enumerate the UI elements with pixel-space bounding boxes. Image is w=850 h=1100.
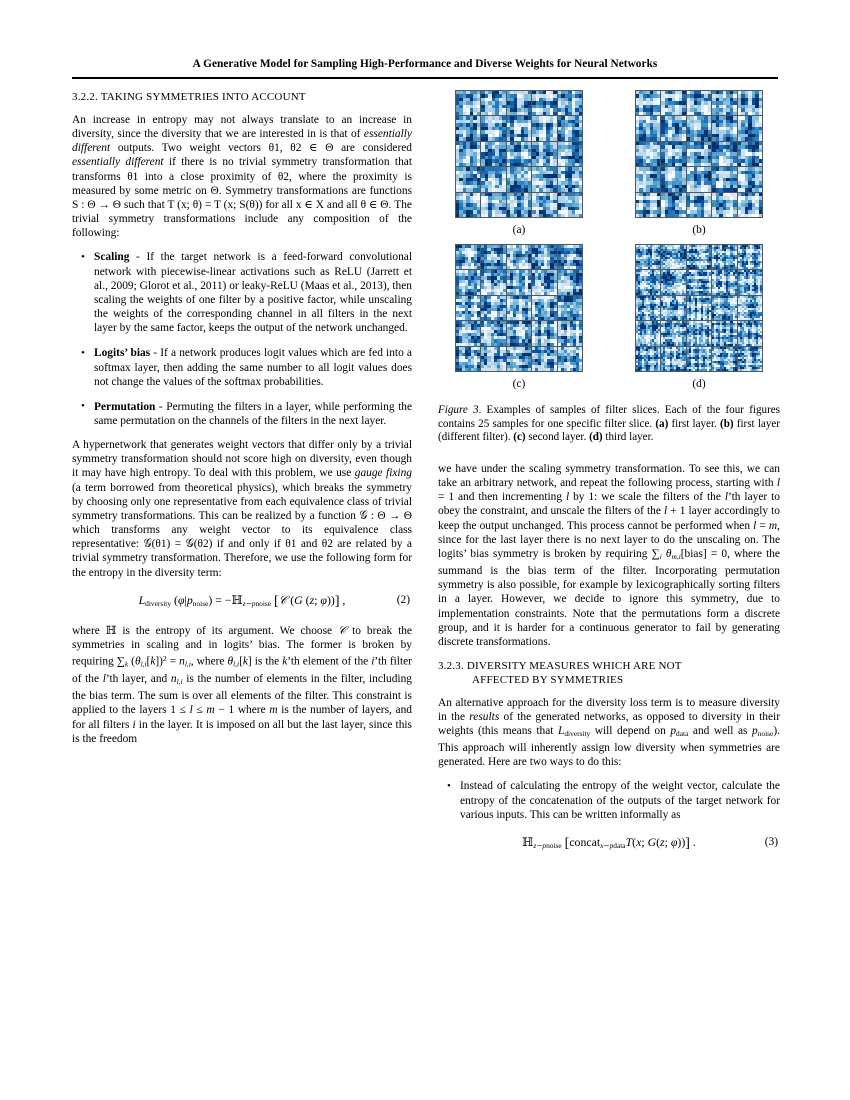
- filter-slice: [558, 245, 582, 269]
- filter-slice: [712, 193, 736, 217]
- filter-slice: [507, 270, 531, 294]
- filter-slice: [738, 193, 762, 217]
- filter-slice: [661, 296, 685, 320]
- filter-slice: [507, 91, 531, 115]
- filter-slice: [507, 321, 531, 345]
- filter-slice: [456, 321, 480, 345]
- filter-slice: [481, 245, 505, 269]
- filter-slice: [558, 270, 582, 294]
- emphasis-results: results: [469, 710, 500, 723]
- figure-caption-text-b: first layer (different filter).: [438, 417, 780, 444]
- figure-cell-a: [438, 90, 600, 241]
- filter-slice: [636, 193, 660, 217]
- filter-slice: [636, 91, 660, 115]
- filter-slice: [712, 347, 736, 371]
- filter-slice: [712, 245, 736, 269]
- paragraph-gauge-fixing: [72, 438, 412, 580]
- filter-slice: [738, 142, 762, 166]
- bullet-text-logits-bias: - If a network produces logit values which are fed into a softmax layer, then adding the same number to all logit values does not change the values of the softmax probabilities.: [94, 347, 412, 388]
- bullet-term-logits-bias: Logits’ bias: [94, 347, 151, 360]
- filter-slice: [661, 193, 685, 217]
- filter-slice: [712, 270, 736, 294]
- filter-slice: [687, 245, 711, 269]
- filter-slice: [507, 347, 531, 371]
- section-title-line-1: DIVERSITY MEASURES WHICH ARE NOT: [466, 659, 682, 672]
- filter-slice: [456, 245, 480, 269]
- filter-slice: [558, 116, 582, 140]
- filter-slice: [661, 142, 685, 166]
- figure-caption-text-d: third layer.: [602, 431, 654, 444]
- running-header-title: A Generative Model for Sampling High-Performance and Diverse Weights for Neural Networks: [192, 58, 658, 70]
- emphasis-essentially-different-2: essentially different: [72, 156, 164, 169]
- filter-slice: [661, 321, 685, 345]
- figure-sublabel-a: (a): [512, 224, 526, 236]
- paragraph-alternative-approach: An alternative approach for the diversity loss term is to measure diversity in the results of the generated networks, as opposed to diversity in their weights (this means that $L_{diversity}$ will depend on $p_{data}$ and well as $p_{noise}$). This approach will inherently assign low diversity when symmetries are generated. Here are two ways to do this:: [438, 696, 780, 769]
- filter-slice: [661, 347, 685, 371]
- filter-slice: [738, 270, 762, 294]
- filter-slice: [636, 142, 660, 166]
- emphasis-gauge-fixing: gauge fixing: [354, 467, 412, 480]
- filter-slice: [738, 321, 762, 345]
- filter-slice: [507, 116, 531, 140]
- figure-sublabel-d: (d): [692, 378, 706, 390]
- filter-slice: [456, 347, 480, 371]
- figure-caption-label: Figure 3: [438, 404, 479, 416]
- figure-cell-d: [618, 244, 780, 395]
- filter-slice: [532, 193, 556, 217]
- section-number: 3.2.2.: [72, 91, 98, 103]
- filter-slice: [687, 347, 711, 371]
- filter-slices-panel-c: [455, 244, 583, 372]
- right-column: [438, 462, 780, 865]
- filter-slice: [507, 142, 531, 166]
- filter-slice: [532, 270, 556, 294]
- filter-slice: [712, 296, 736, 320]
- filter-slice: [481, 142, 505, 166]
- filter-slices-panel-a: [455, 90, 583, 218]
- filter-slice: [507, 296, 531, 320]
- section-heading-3-2-2: [72, 90, 412, 104]
- filter-slice: [456, 142, 480, 166]
- figure-caption-tag-b: (b): [720, 417, 734, 430]
- list-item: [94, 250, 412, 335]
- filter-slice: [738, 296, 762, 320]
- figure-sublabel-c: (c): [512, 378, 526, 390]
- figure-3-block: [438, 90, 780, 445]
- filter-slice: [456, 91, 480, 115]
- bullet-term-scaling: Scaling: [94, 251, 130, 264]
- para-2-part-b: (a term borrowed from theoretical physics), which breaks the symmetry by choosing only one representative from each equivalence class of trivial symmetry transformations. This can be realized by a function 𝒢 : Θ → Θ which transforms any weight vector to its equivalence class representative: 𝒢(θ1) = 𝒢(θ2) if and only if θ1 and θ2 are related by a trivial symmetry transformation. Therefore, we use the following form for the entropy in the diversity term:: [72, 481, 412, 579]
- diversity-bullet-list: [438, 779, 780, 821]
- figure-caption-tag-d: (d): [589, 431, 603, 444]
- filter-slice: [712, 116, 736, 140]
- filter-slice: [661, 167, 685, 191]
- filter-slice: [456, 193, 480, 217]
- figure-caption-tag-c: (c): [513, 431, 526, 444]
- filter-slice: [712, 321, 736, 345]
- filter-slice: [636, 245, 660, 269]
- filter-slice: [481, 296, 505, 320]
- filter-slice: [738, 347, 762, 371]
- bullet-text-scaling: - If the target network is a feed-forward convolutional network with piecewise-linear activations such as ReLU (Jarrett et al., 2009; Glorot et al., 2011) or leaky-ReLU (Maas et al., 2013), then scaling the weights of one filter by a positive factor, while unscaling the weights of the corresponding channel in all filters in the next layer by the same factor, keeps the output of the network unchanged.: [94, 251, 412, 335]
- para-2-part-a: An alternative approach for the diversity loss term is to measure diversity in the: [438, 696, 780, 723]
- section-number: 3.2.3.: [438, 659, 464, 672]
- filter-slice: [712, 91, 736, 115]
- equation-3-tag: (3): [764, 835, 778, 848]
- filter-slice: [558, 167, 582, 191]
- filter-slice: [507, 167, 531, 191]
- figure-3-caption: [438, 404, 780, 445]
- filter-slice: [712, 167, 736, 191]
- filter-slice: [481, 321, 505, 345]
- bullet-text-permutation: - Permuting the filters in a layer, while performing the same permutation on the channels of the filters in the next layer.: [94, 400, 412, 427]
- filter-slice: [532, 347, 556, 371]
- figure-sublabel-b: (b): [692, 224, 706, 236]
- filter-slice: [636, 321, 660, 345]
- filter-slice: [558, 142, 582, 166]
- filter-slice: [532, 167, 556, 191]
- filter-slice: [507, 245, 531, 269]
- paragraph-scaling-symmetry: we have under the scaling symmetry transformation. To see this, we can take an arbitrary network, and repeat the following process, starting with l = 1 and then incrementing l by 1: we scale the filters of the l’th layer to obey the constraint, and unscale the filters of the l + 1 layer accordingly to keep the output unchanged. This process cannot be performed when l = m, since for the last layer there is no next layer to do the unscaling on. The logits’ bias symmetry is broken by requiring $\sum_i$ $\theta_{m,i}[bias] = 0$, where the summand is the bias term of the filter. Incorporating permutation symmetry is also possible, for example by lexicographically sorting filters in a layer. However, we decide to ignore this symmetry, due to implementation constraints. Note that the permutations form a discrete group, and it is harder for a continuous generator to fail by generating discrete transformations.: [438, 463, 780, 648]
- filter-slice: [481, 193, 505, 217]
- filter-slice: [456, 116, 480, 140]
- filter-slice: [456, 270, 480, 294]
- section-title: TAKING SYMMETRIES INTO ACCOUNT: [100, 91, 306, 103]
- filter-slice: [532, 321, 556, 345]
- filter-slices-panel-d: [635, 244, 763, 372]
- figure-caption-text-a: first layer.: [668, 417, 721, 430]
- filter-slice: [532, 116, 556, 140]
- filter-slice: [738, 167, 762, 191]
- filter-slice: [636, 296, 660, 320]
- filter-slice: [558, 321, 582, 345]
- filter-slice: [507, 193, 531, 217]
- filter-slice: [661, 91, 685, 115]
- filter-slice: [661, 245, 685, 269]
- equation-3: ℍ$_{z\sim pnoise}$ [concat$_{x\sim pdata}$T(x; G(z; φ))] . (3): [522, 834, 778, 852]
- filter-slice: [687, 167, 711, 191]
- list-item: [94, 346, 412, 388]
- filter-slice: [456, 167, 480, 191]
- figure-cell-c: [438, 244, 600, 395]
- filter-slice: [687, 296, 711, 320]
- header-rule: [72, 77, 778, 79]
- filter-slice: [661, 116, 685, 140]
- filter-slice: [687, 321, 711, 345]
- figure-panel-grid: [438, 90, 780, 395]
- filter-slice: [687, 116, 711, 140]
- filter-slice: [558, 296, 582, 320]
- filter-slice: [481, 347, 505, 371]
- para-1-part-b: outputs. Two weight vectors θ1, θ2 ∈ Θ are considered: [110, 142, 412, 155]
- filter-slice: [687, 91, 711, 115]
- filter-slice: [636, 116, 660, 140]
- section-heading-3-2-3: [438, 659, 780, 687]
- filter-slice: [687, 142, 711, 166]
- list-item: [94, 400, 412, 428]
- para-2-part-a: A hypernetwork that generates weight vectors that differ only by a trivial symmetry transformation should not score high on diversity, even though it may have high entropy. To deal with this problem, we use: [72, 439, 412, 480]
- filter-slice: [687, 193, 711, 217]
- filter-slice: [738, 91, 762, 115]
- paragraph-entropy-choice: where ℍ is the entropy of its argument. We choose 𝒞 to break the symmetries in scaling and in logits’ bias. The former is broken by requiring $\sum_k$ $(\theta_{l,i}[k])^2 = n_{l,i}$, where $\theta_{l,i}[k]$ is the k’th element of the i’th filter of the l’th layer, and $n_{l,i}$ is the number of elements in the filter, including the bias term. The sum is over all elements of the filter. This constraint is applied to the layers 1 ≤ l ≤ m − 1 where m is the number of layers, and for all filters i in the layer. It is imposed on all but the last layer, since this is the freedom: [72, 622, 412, 745]
- filter-slice: [738, 116, 762, 140]
- filter-slice: [687, 270, 711, 294]
- filter-slice: [532, 296, 556, 320]
- figure-caption-sentence-1: . Examples of samples of filter slices. Each of the four figures contains 25 samples for one specific filter slice.: [438, 404, 781, 430]
- filter-slice: [661, 270, 685, 294]
- section-title-line-2: AFFECTED BY SYMMETRIES: [472, 673, 624, 686]
- figure-caption-text-c: second layer.: [525, 431, 590, 444]
- filter-slice: [558, 347, 582, 371]
- list-item: [460, 779, 780, 821]
- left-column: [72, 90, 412, 755]
- figure-cell-b: [618, 90, 780, 241]
- filter-slice: [636, 347, 660, 371]
- filter-slice: [636, 270, 660, 294]
- bullet-term-permutation: Permutation: [94, 400, 156, 413]
- bullet-text-entropy-concat: Instead of calculating the entropy of the weight vector, calculate the entropy of the concatenation of the outputs of the target network for various inputs. This can be written informally as: [460, 780, 780, 821]
- filter-slice: [558, 91, 582, 115]
- filter-slice: [456, 296, 480, 320]
- emphasis-essentially-different-1: essentially different: [72, 128, 412, 155]
- filter-slice: [481, 116, 505, 140]
- filter-slice: [636, 167, 660, 191]
- filter-slice: [532, 245, 556, 269]
- filter-slice: [481, 270, 505, 294]
- filter-slice: [532, 91, 556, 115]
- filter-slice: [558, 193, 582, 217]
- filter-slice: [532, 142, 556, 166]
- filter-slice: [712, 142, 736, 166]
- filter-slice: [481, 91, 505, 115]
- figure-caption-tag-a: (a): [655, 417, 669, 430]
- filter-slice: [738, 245, 762, 269]
- symmetry-bullet-list: [72, 250, 412, 428]
- filter-slice: [481, 167, 505, 191]
- para-1-part-a: An increase in entropy may not always translate to an increase in diversity, since the diversity that we are interested in is that of: [72, 114, 412, 141]
- paragraph-intro: [72, 113, 412, 240]
- equation-2-tag: (2): [396, 593, 410, 606]
- para-1-part-c: if there is no trivial symmetry transformation that transforms θ1 into a close proximity of θ2, where the proximity is measured by some metric on Θ. Symmetry transformations are functions S : Θ → Θ such that T (x; θ) = T (x; S(θ)) for all x ∈ X and all θ ∈ Θ. The trivial symmetry transformations include any composition of the following:: [72, 156, 412, 240]
- filter-slices-panel-b: [635, 90, 763, 218]
- equation-2: $L_{diversity}$ $(\varphi|p_{noise})$ = −ℍ$_{z\sim pnoise}$ [𝒞 (G (z; φ))] , (2): [138, 592, 410, 609]
